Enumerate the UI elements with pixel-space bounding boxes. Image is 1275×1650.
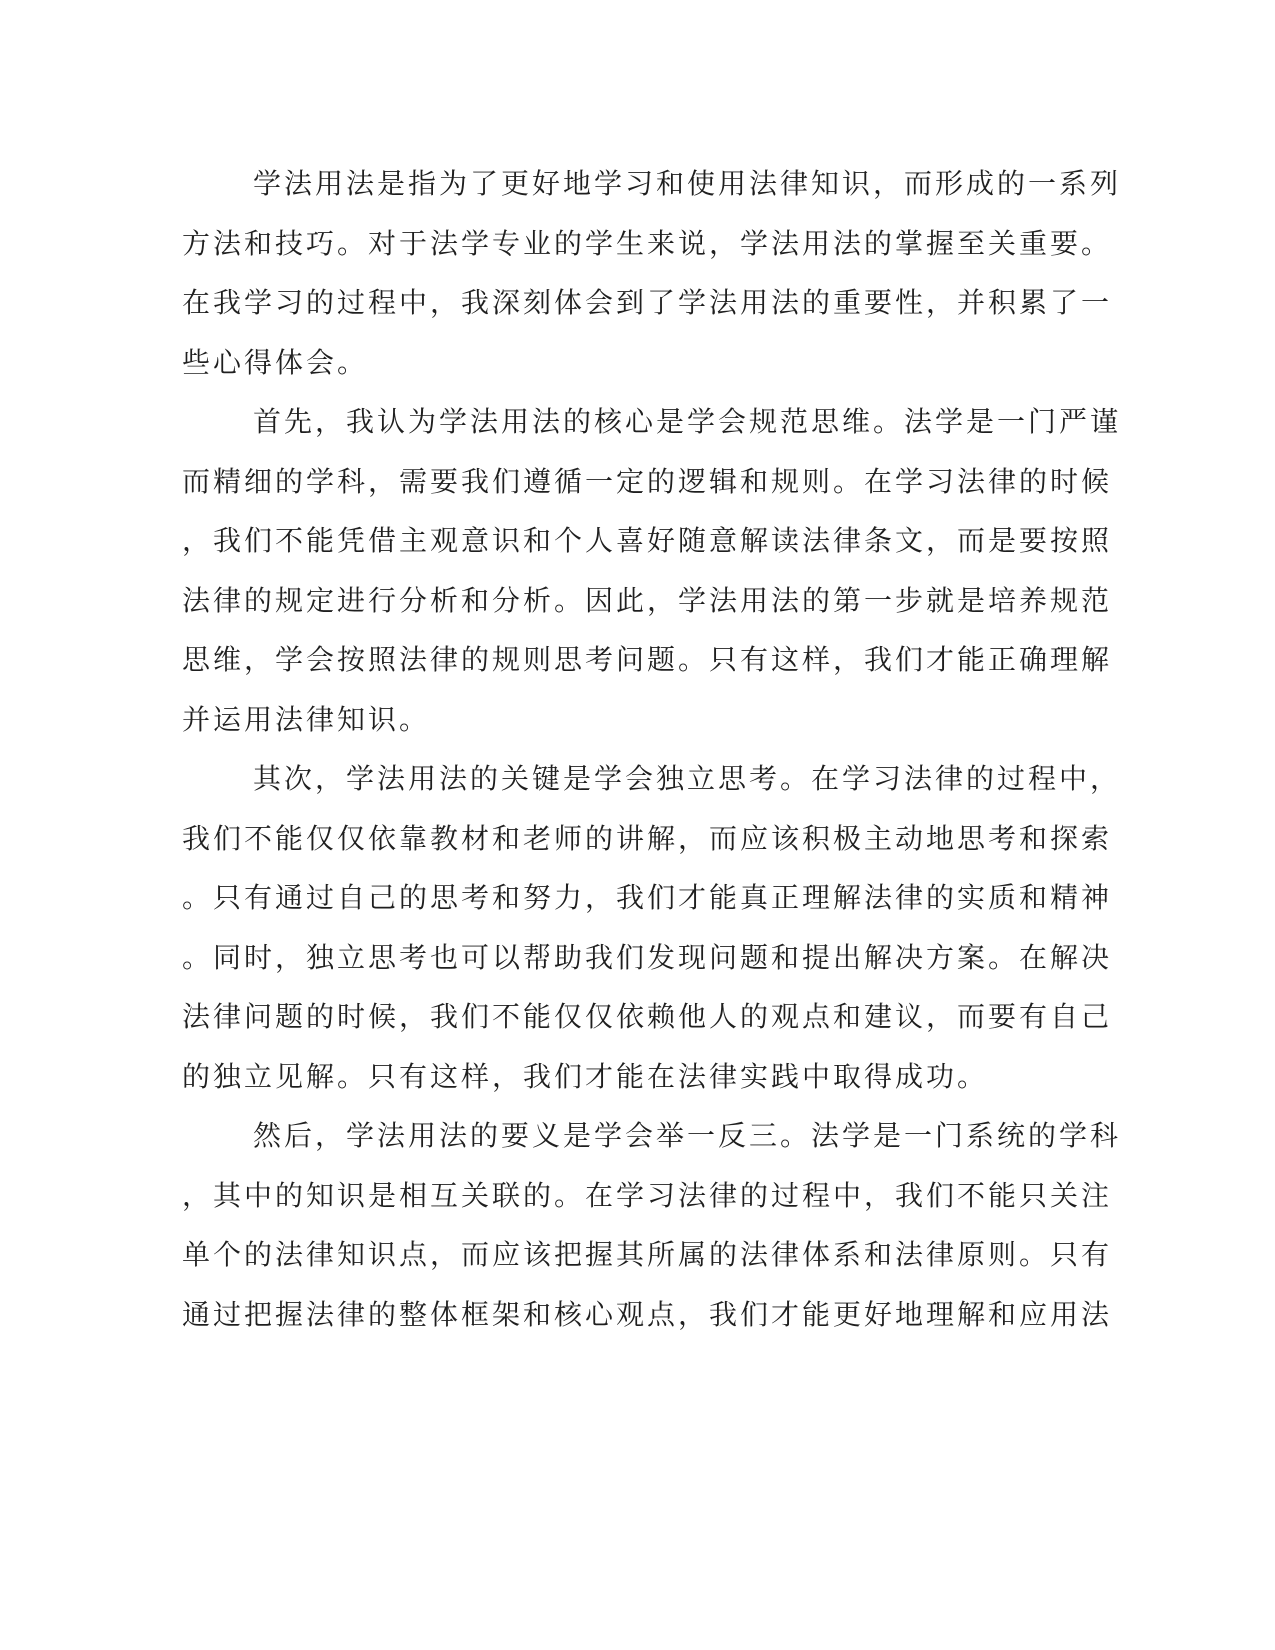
text-line: 通过把握法律的整体框架和核心观点，我们才能更好地理解和应用法 bbox=[182, 1297, 1113, 1331]
text-line: ，其中的知识是相互关联的。在学习法律的过程中，我们不能只关注 bbox=[182, 1178, 1113, 1212]
document-body bbox=[182, 154, 1122, 1344]
text-line: 其次，学法用法的关键是学会独立思考。在学习法律的过程中， bbox=[253, 762, 1122, 795]
text-line: 首先，我认为学法用法的核心是学会规范思维。法学是一门严谨 bbox=[253, 405, 1122, 438]
text-line: 。同时，独立思考也可以帮助我们发现问题和提出解决方案。在解决 bbox=[182, 940, 1113, 974]
text-line: ，我们不能凭借主观意识和个人喜好随意解读法律条文，而是要按照 bbox=[182, 524, 1113, 557]
text-line: 些心得体会。 bbox=[182, 345, 369, 379]
text-line: 我们不能仅仅依靠教材和老师的讲解，而应该积极主动地思考和探索 bbox=[182, 821, 1113, 855]
paragraph-4 bbox=[182, 1106, 1122, 1344]
paragraph-1 bbox=[182, 154, 1122, 392]
paragraph-2 bbox=[182, 392, 1122, 749]
text-line: 方法和技巧。对于法学专业的学生来说，学法用法的掌握至关重要。 bbox=[182, 226, 1113, 260]
text-line: 单个的法律知识点，而应该把握其所属的法律体系和法律原则。只有 bbox=[182, 1238, 1113, 1271]
paragraph-3 bbox=[182, 749, 1122, 1106]
text-line: 的独立见解。只有这样，我们才能在法律实践中取得成功。 bbox=[182, 1059, 989, 1093]
text-line: 而精细的学科，需要我们遵循一定的逻辑和规则。在学习法律的时候 bbox=[182, 464, 1113, 498]
text-line: 并运用法律知识。 bbox=[182, 702, 431, 736]
text-line: 思维，学会按照法律的规则思考问题。只有这样，我们才能正确理解 bbox=[182, 643, 1113, 676]
text-line: 然后，学法用法的要义是学会举一反三。法学是一门系统的学科 bbox=[253, 1119, 1122, 1152]
text-line: 法律问题的时候，我们不能仅仅依赖他人的观点和建议，而要有自己 bbox=[182, 1000, 1113, 1033]
text-line: 在我学习的过程中，我深刻体会到了学法用法的重要性，并积累了一 bbox=[182, 286, 1113, 319]
text-line: 法律的规定进行分析和分析。因此，学法用法的第一步就是培养规范 bbox=[182, 583, 1113, 617]
text-line: 学法用法是指为了更好地学习和使用法律知识，而形成的一系列 bbox=[253, 167, 1122, 200]
text-line: 。只有通过自己的思考和努力，我们才能真正理解法律的实质和精神 bbox=[182, 881, 1113, 914]
